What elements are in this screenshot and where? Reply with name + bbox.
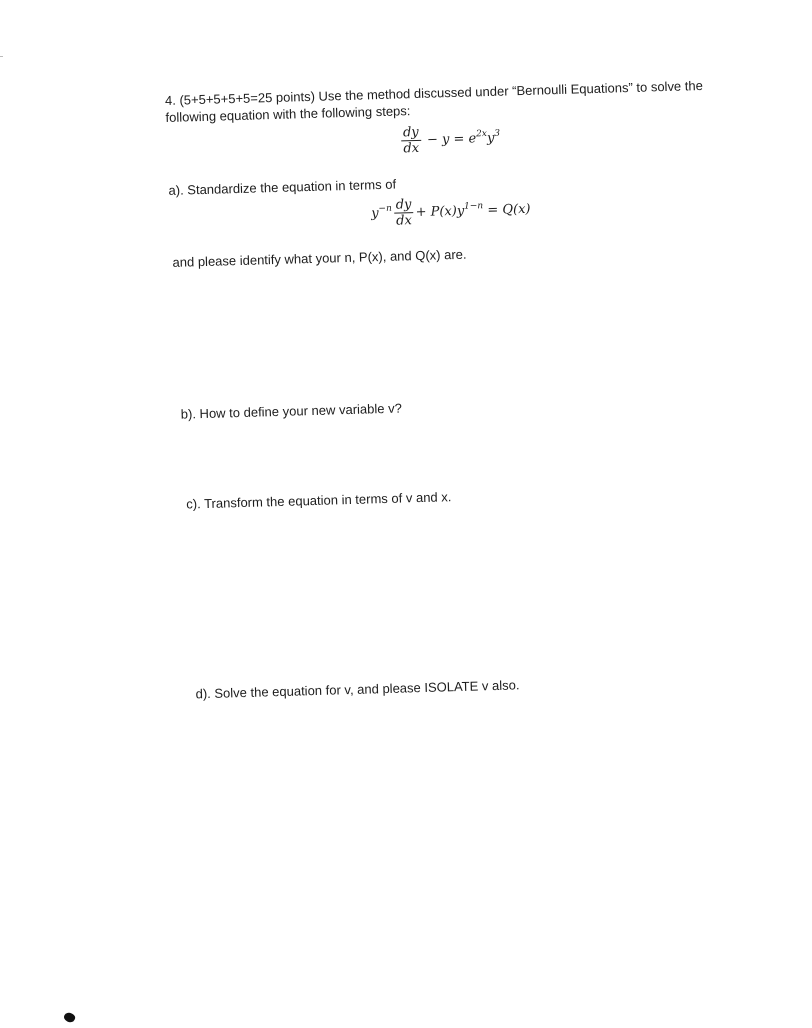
standard-form-rhs: = Q(x) (483, 201, 531, 219)
step-a-identify: and please identify what your n, P(x), and Q(x) are. (172, 246, 467, 270)
standard-form-equation (371, 194, 531, 229)
step-b-label: b). How to define your new variable v? (180, 400, 403, 422)
fraction-denominator: dx (403, 140, 420, 157)
fraction-numerator: dy (401, 125, 421, 142)
standard-fraction-numerator: dy (394, 197, 414, 214)
bernoulli-equation (399, 123, 501, 157)
standard-form-middle: + P(x)y (415, 203, 465, 221)
step-d-label: d). Solve the equation for v, and please ISOLATE v also. (195, 677, 520, 702)
question-header-line2: following equation with the following steps: (165, 103, 411, 125)
exponent-one-minus-n: 1−n (463, 201, 484, 212)
exponent-3: 3 (494, 128, 501, 139)
equation-y: y (486, 130, 495, 147)
step-a-label: a). Standardize the equation in terms of (168, 176, 397, 198)
exponent-neg-n: −n (378, 203, 392, 215)
step-c-label: c). Transform the equation in terms of v and x. (186, 489, 452, 512)
question-header-line1: 4. (5+5+5+5+5=25 points) Use the method discussed under “Bernoulli Equations” to solve the (164, 77, 704, 108)
standard-fraction-denominator: dx (395, 213, 413, 229)
standard-form-y: y (371, 206, 379, 222)
derivative-fraction (401, 125, 422, 157)
equation-middle: − y = e (422, 131, 477, 148)
question-header (165, 77, 704, 126)
standard-derivative-fraction (394, 197, 415, 229)
exponent-2x: 2x (475, 129, 488, 140)
